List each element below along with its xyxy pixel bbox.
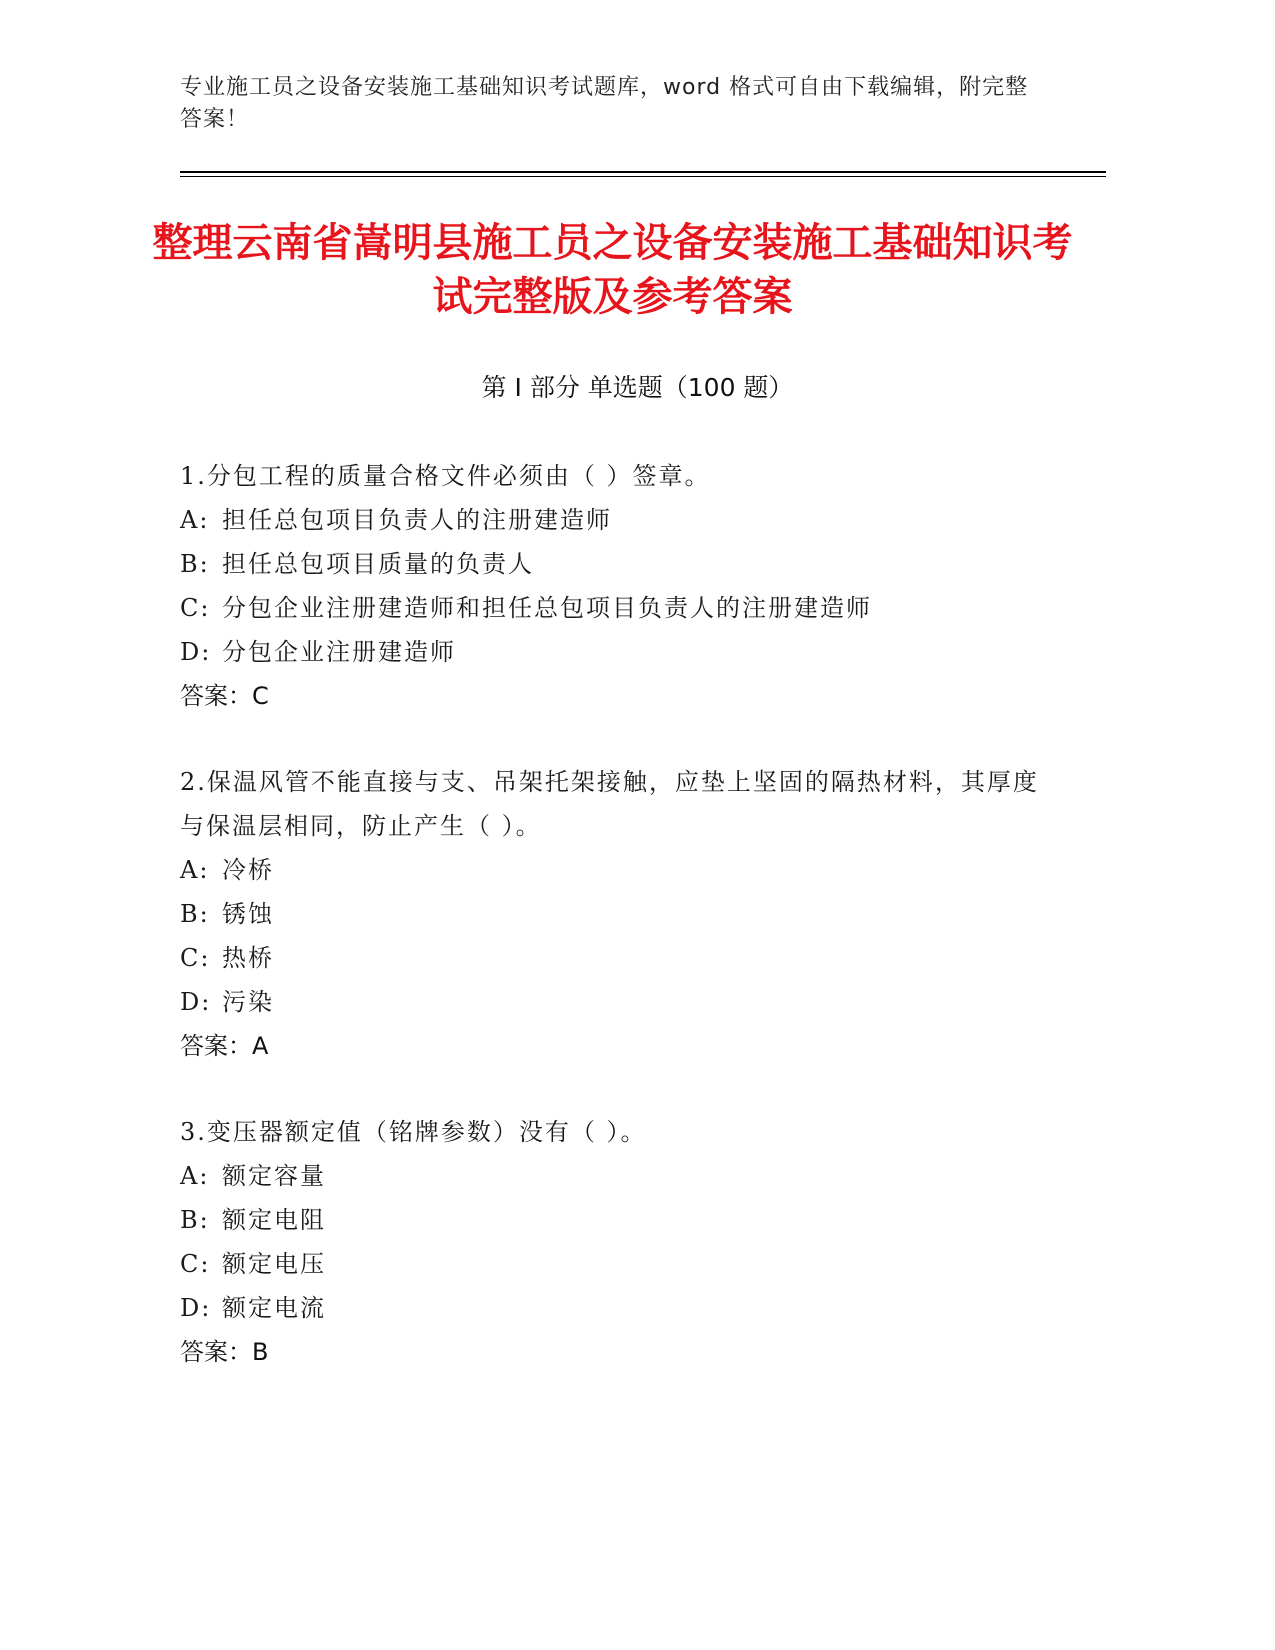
option-letter: A: xyxy=(180,506,210,534)
answer-line: 答案：A xyxy=(180,1032,269,1060)
question-3 xyxy=(180,1110,1060,1374)
option-d xyxy=(180,1286,1060,1330)
option-letter: B: xyxy=(180,550,210,578)
option-a xyxy=(180,1154,1060,1198)
question-list xyxy=(180,454,1060,1416)
option-letter: C: xyxy=(180,594,211,622)
option-d xyxy=(180,630,1060,674)
option-letter: B: xyxy=(180,900,210,928)
option-d xyxy=(180,980,1060,1024)
header-rule-thin xyxy=(180,176,1106,177)
header-rule-thick xyxy=(180,171,1106,173)
option-a xyxy=(180,848,1060,892)
section-heading: 第 I 部分 单选题（100 题） xyxy=(481,373,794,402)
option-b xyxy=(180,892,1060,936)
question-stem: 3.变压器额定值（铭牌参数）没有（ ）。 xyxy=(180,1118,647,1146)
question-1 xyxy=(180,454,1060,718)
option-text: 额定电阻 xyxy=(222,1206,326,1234)
answer-line: 答案：B xyxy=(180,1338,269,1366)
header-note: 专业施工员之设备安装施工基础知识考试题库，word 格式可自由下载编辑，附完整答案！ xyxy=(180,75,1029,132)
question-stem: 1.分包工程的质量合格文件必须由（ ）签章。 xyxy=(180,462,711,490)
question-2 xyxy=(180,760,1060,1068)
question-stem: 2.保温风管不能直接与支、吊架托架接触，应垫上坚固的隔热材料，其厚度与保温层相同，防止产生（ ）。 xyxy=(180,768,1039,840)
option-c xyxy=(180,1242,1060,1286)
option-letter: C: xyxy=(180,1250,211,1278)
option-text: 额定电压 xyxy=(222,1250,326,1278)
option-c xyxy=(180,936,1060,980)
option-text: 污染 xyxy=(222,988,274,1016)
option-letter: A: xyxy=(180,1162,210,1190)
option-text: 冷桥 xyxy=(222,856,274,884)
document-title: 整理云南省嵩明县施工员之设备安装施工基础知识考试完整版及参考答案 xyxy=(152,220,1073,320)
option-b xyxy=(180,542,1060,586)
option-text: 额定电流 xyxy=(222,1294,326,1322)
option-letter: C: xyxy=(180,944,211,972)
option-text: 担任总包项目负责人的注册建造师 xyxy=(222,506,612,534)
option-text: 锈蚀 xyxy=(222,900,274,928)
option-letter: B: xyxy=(180,1206,210,1234)
option-text: 额定容量 xyxy=(222,1162,326,1190)
option-text: 担任总包项目质量的负责人 xyxy=(222,550,534,578)
option-a xyxy=(180,498,1060,542)
option-c xyxy=(180,586,1060,630)
option-text: 热桥 xyxy=(222,944,274,972)
answer-line: 答案：C xyxy=(180,682,269,710)
option-text: 分包企业注册建造师和担任总包项目负责人的注册建造师 xyxy=(222,594,872,622)
option-text: 分包企业注册建造师 xyxy=(222,638,456,666)
option-letter: A: xyxy=(180,856,210,884)
option-letter: D: xyxy=(180,1294,212,1322)
option-b xyxy=(180,1198,1060,1242)
option-letter: D: xyxy=(180,988,212,1016)
option-letter: D: xyxy=(180,638,212,666)
